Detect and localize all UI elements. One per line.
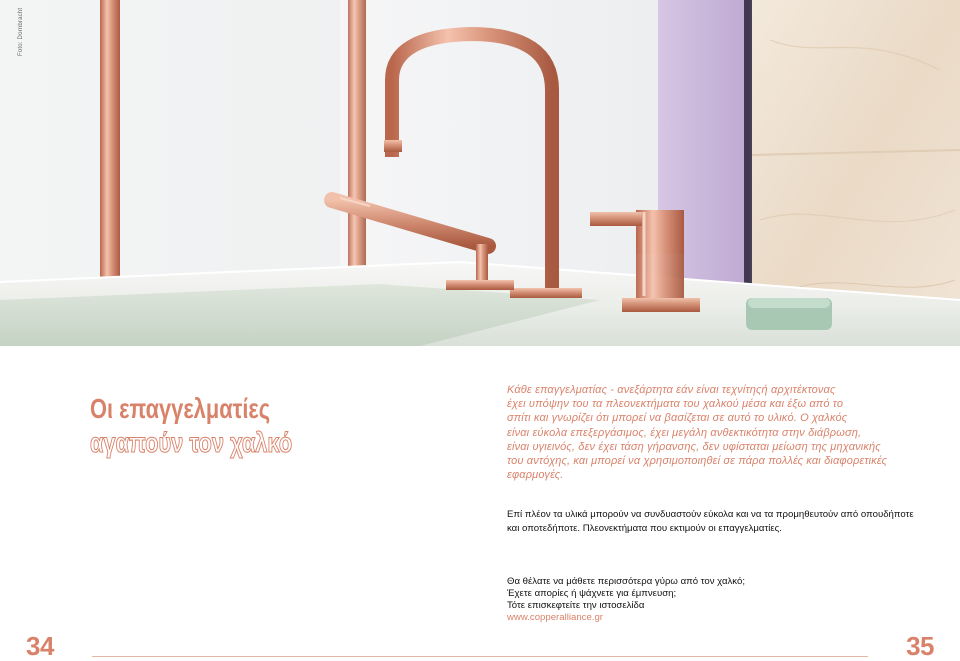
more-info-line: Έχετε απορίες ή ψάχνετε για έμπνευση; [507, 588, 677, 599]
benefits-line: Επί πλέον τα υλικά μπορούν να συνδυαστούν εύκολα και να τα προμηθευτούν από οπουδήποτε [507, 509, 914, 520]
more-info-paragraph [507, 576, 927, 624]
intro-line: είναι υγιεινός, δεν έχει τάση γήρανσης, δεν υφίσταται μείωση της μηχανικής [507, 440, 881, 453]
photo-credit: Foto: Dornbracht [18, 7, 24, 56]
intro-paragraph [507, 383, 937, 482]
headline-line-1: Οι επαγγελματίες [90, 393, 271, 424]
benefits-paragraph [507, 508, 947, 536]
website-link[interactable]: www.copperalliance.gr [507, 612, 603, 623]
benefits-line: και οποτεδήποτε. Πλεονεκτήματα που εκτιμούν οι επαγγελματίες. [507, 523, 782, 534]
page-headline [90, 392, 293, 460]
intro-line: του αντόχης, και μπορεί να χρησιμοποιηθεί σε πάρα πολλές και διαφορετικές [507, 455, 888, 468]
headline-line-2: αγαπούν τον χαλκό [90, 427, 293, 458]
intro-line: είναι εύκολα επεξεργάσιμος, έχει μεγάλη ανθεκτικότητα στην διάβρωση, [507, 426, 862, 439]
intro-line: σπίτι και γνωρίζει ότι μπορεί να βασίζεται σε αυτό το υλικό. Ο χαλκός [507, 412, 848, 425]
intro-line: εφαρμογές. [507, 469, 564, 482]
page-number-left: 34 [26, 631, 54, 661]
footer-divider [92, 656, 868, 657]
intro-line: έχει υπόψην του τα πλεονεκτήματα του χαλκού μέσα και έξω από το [507, 398, 844, 411]
more-info-line: Θα θέλατε να μάθετε περισσότερα γύρω από τον χαλκό; [507, 576, 745, 587]
more-info-line: Τότε επισκεφτείτε την ιστοσελίδα [507, 600, 645, 611]
page-number-right: 35 [906, 631, 934, 661]
intro-line: Κάθε επαγγελματίας - ανεξάρτητα εάν είναι τεχνίτηςή αρχιτέκτονας [507, 384, 836, 396]
